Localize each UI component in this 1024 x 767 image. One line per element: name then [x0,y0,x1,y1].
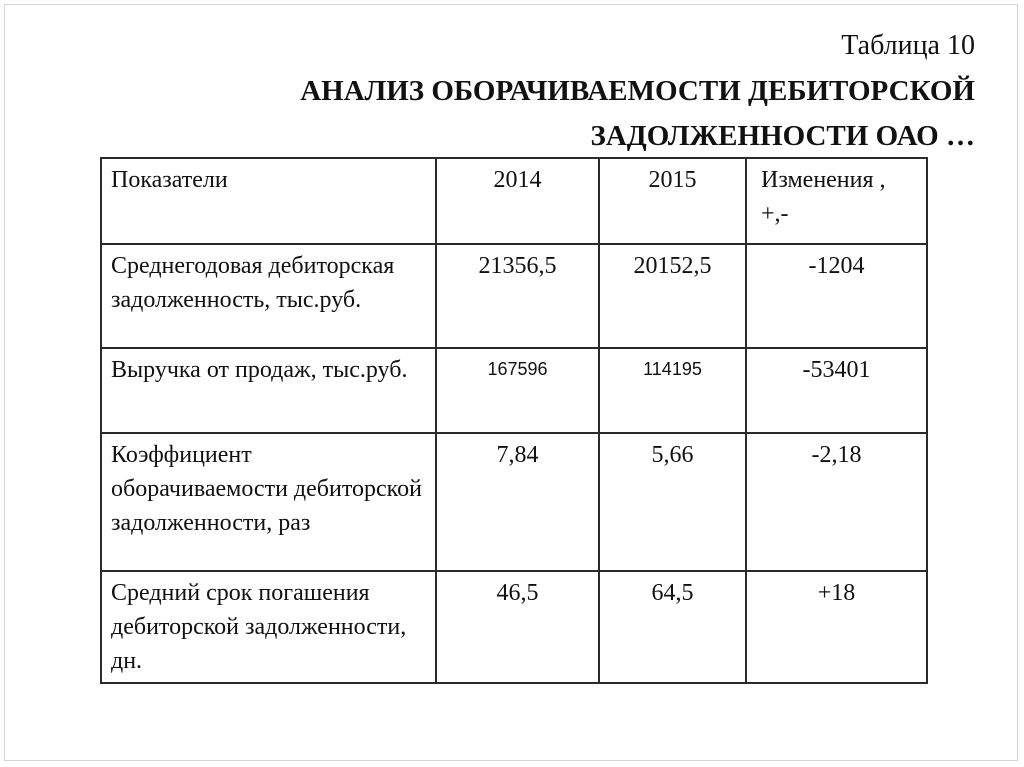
header-2015: 2015 [599,158,746,244]
row-value-2015: 5,66 [599,433,746,571]
header-change [746,158,927,244]
table-row [101,244,927,348]
turnover-table [100,157,928,684]
row-value-2014: 167596 [436,348,599,433]
header-2014: 2014 [436,158,599,244]
row-label: Средний срок погашения дебиторской задолженности, дн. [101,571,436,683]
table-title [75,69,975,159]
title-line-1: АНАЛИЗ ОБОРАЧИВАЕМОСТИ ДЕБИТОРСКОЙ [300,75,975,107]
row-change: -53401 [746,348,927,433]
row-change: -1204 [746,244,927,348]
row-value-2015: 64,5 [599,571,746,683]
row-label: Коэффициент оборачиваемости дебиторской задолженности, раз [101,433,436,571]
row-label: Среднегодовая дебиторская задолженность, тыс.руб. [101,244,436,348]
table-row [101,348,927,433]
row-value-2015: 20152,5 [599,244,746,348]
table-header-row [101,158,927,244]
table-caption: Таблица 10 [841,30,975,61]
table-row [101,571,927,683]
row-value-2014: 7,84 [436,433,599,571]
row-value-2014: 46,5 [436,571,599,683]
header-indicators: Показатели [101,158,436,244]
row-label: Выручка от продаж, тыс.руб. [101,348,436,433]
table-row [101,433,927,571]
header-change-line1: Изменения , [761,167,886,193]
row-value-2014: 21356,5 [436,244,599,348]
row-change: +18 [746,571,927,683]
row-value-2015: 114195 [599,348,746,433]
row-change: -2,18 [746,433,927,571]
title-line-2: ЗАДОЛЖЕННОСТИ ОАО … [590,120,975,152]
header-change-line2: +,- [761,201,789,227]
